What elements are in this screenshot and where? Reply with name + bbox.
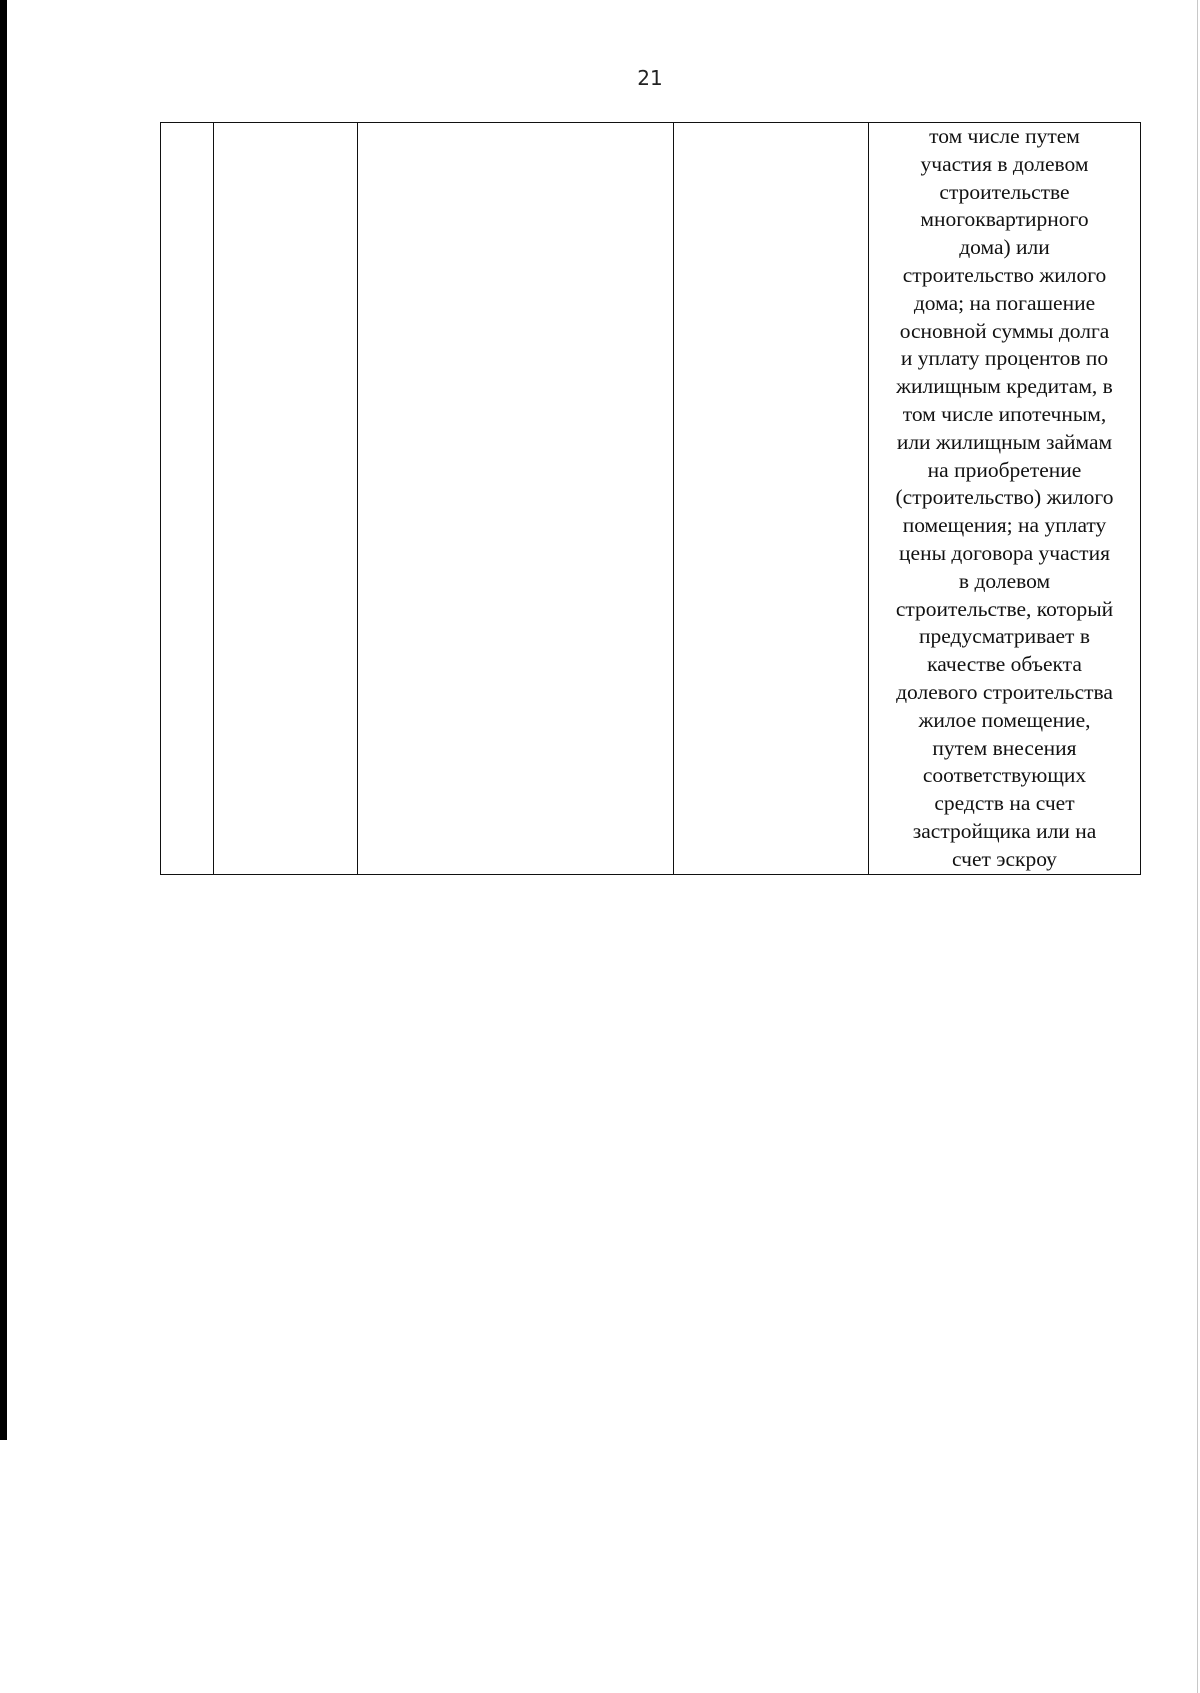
- table-cell-col1: [161, 123, 214, 875]
- scan-edge-right: [1197, 0, 1198, 1693]
- document-table: [160, 122, 1141, 875]
- table-cell-col2: [214, 123, 358, 875]
- scan-edge-left: [0, 0, 7, 1440]
- page-number: 21: [637, 66, 663, 90]
- table-cell-col4: [674, 123, 869, 875]
- table-cell-col3: [358, 123, 674, 875]
- table-cell-col5: том числе путем участия в долевом строительстве многоквартирного дома) или строительство жилого дома; на погашение основной суммы долга и уплату процентов по жилищным кредитам, в том числе ипотечным, или жилищным займам на приобретение (строительство) жилого помещения; на уплату цены договора участия в долевом строительстве, который предусматривает в качестве объекта долевого строительства жилое помещение, путем внесения соответствующих средств на счет застройщика или на счет эскроу: [869, 123, 1141, 875]
- table-row: [161, 123, 1141, 875]
